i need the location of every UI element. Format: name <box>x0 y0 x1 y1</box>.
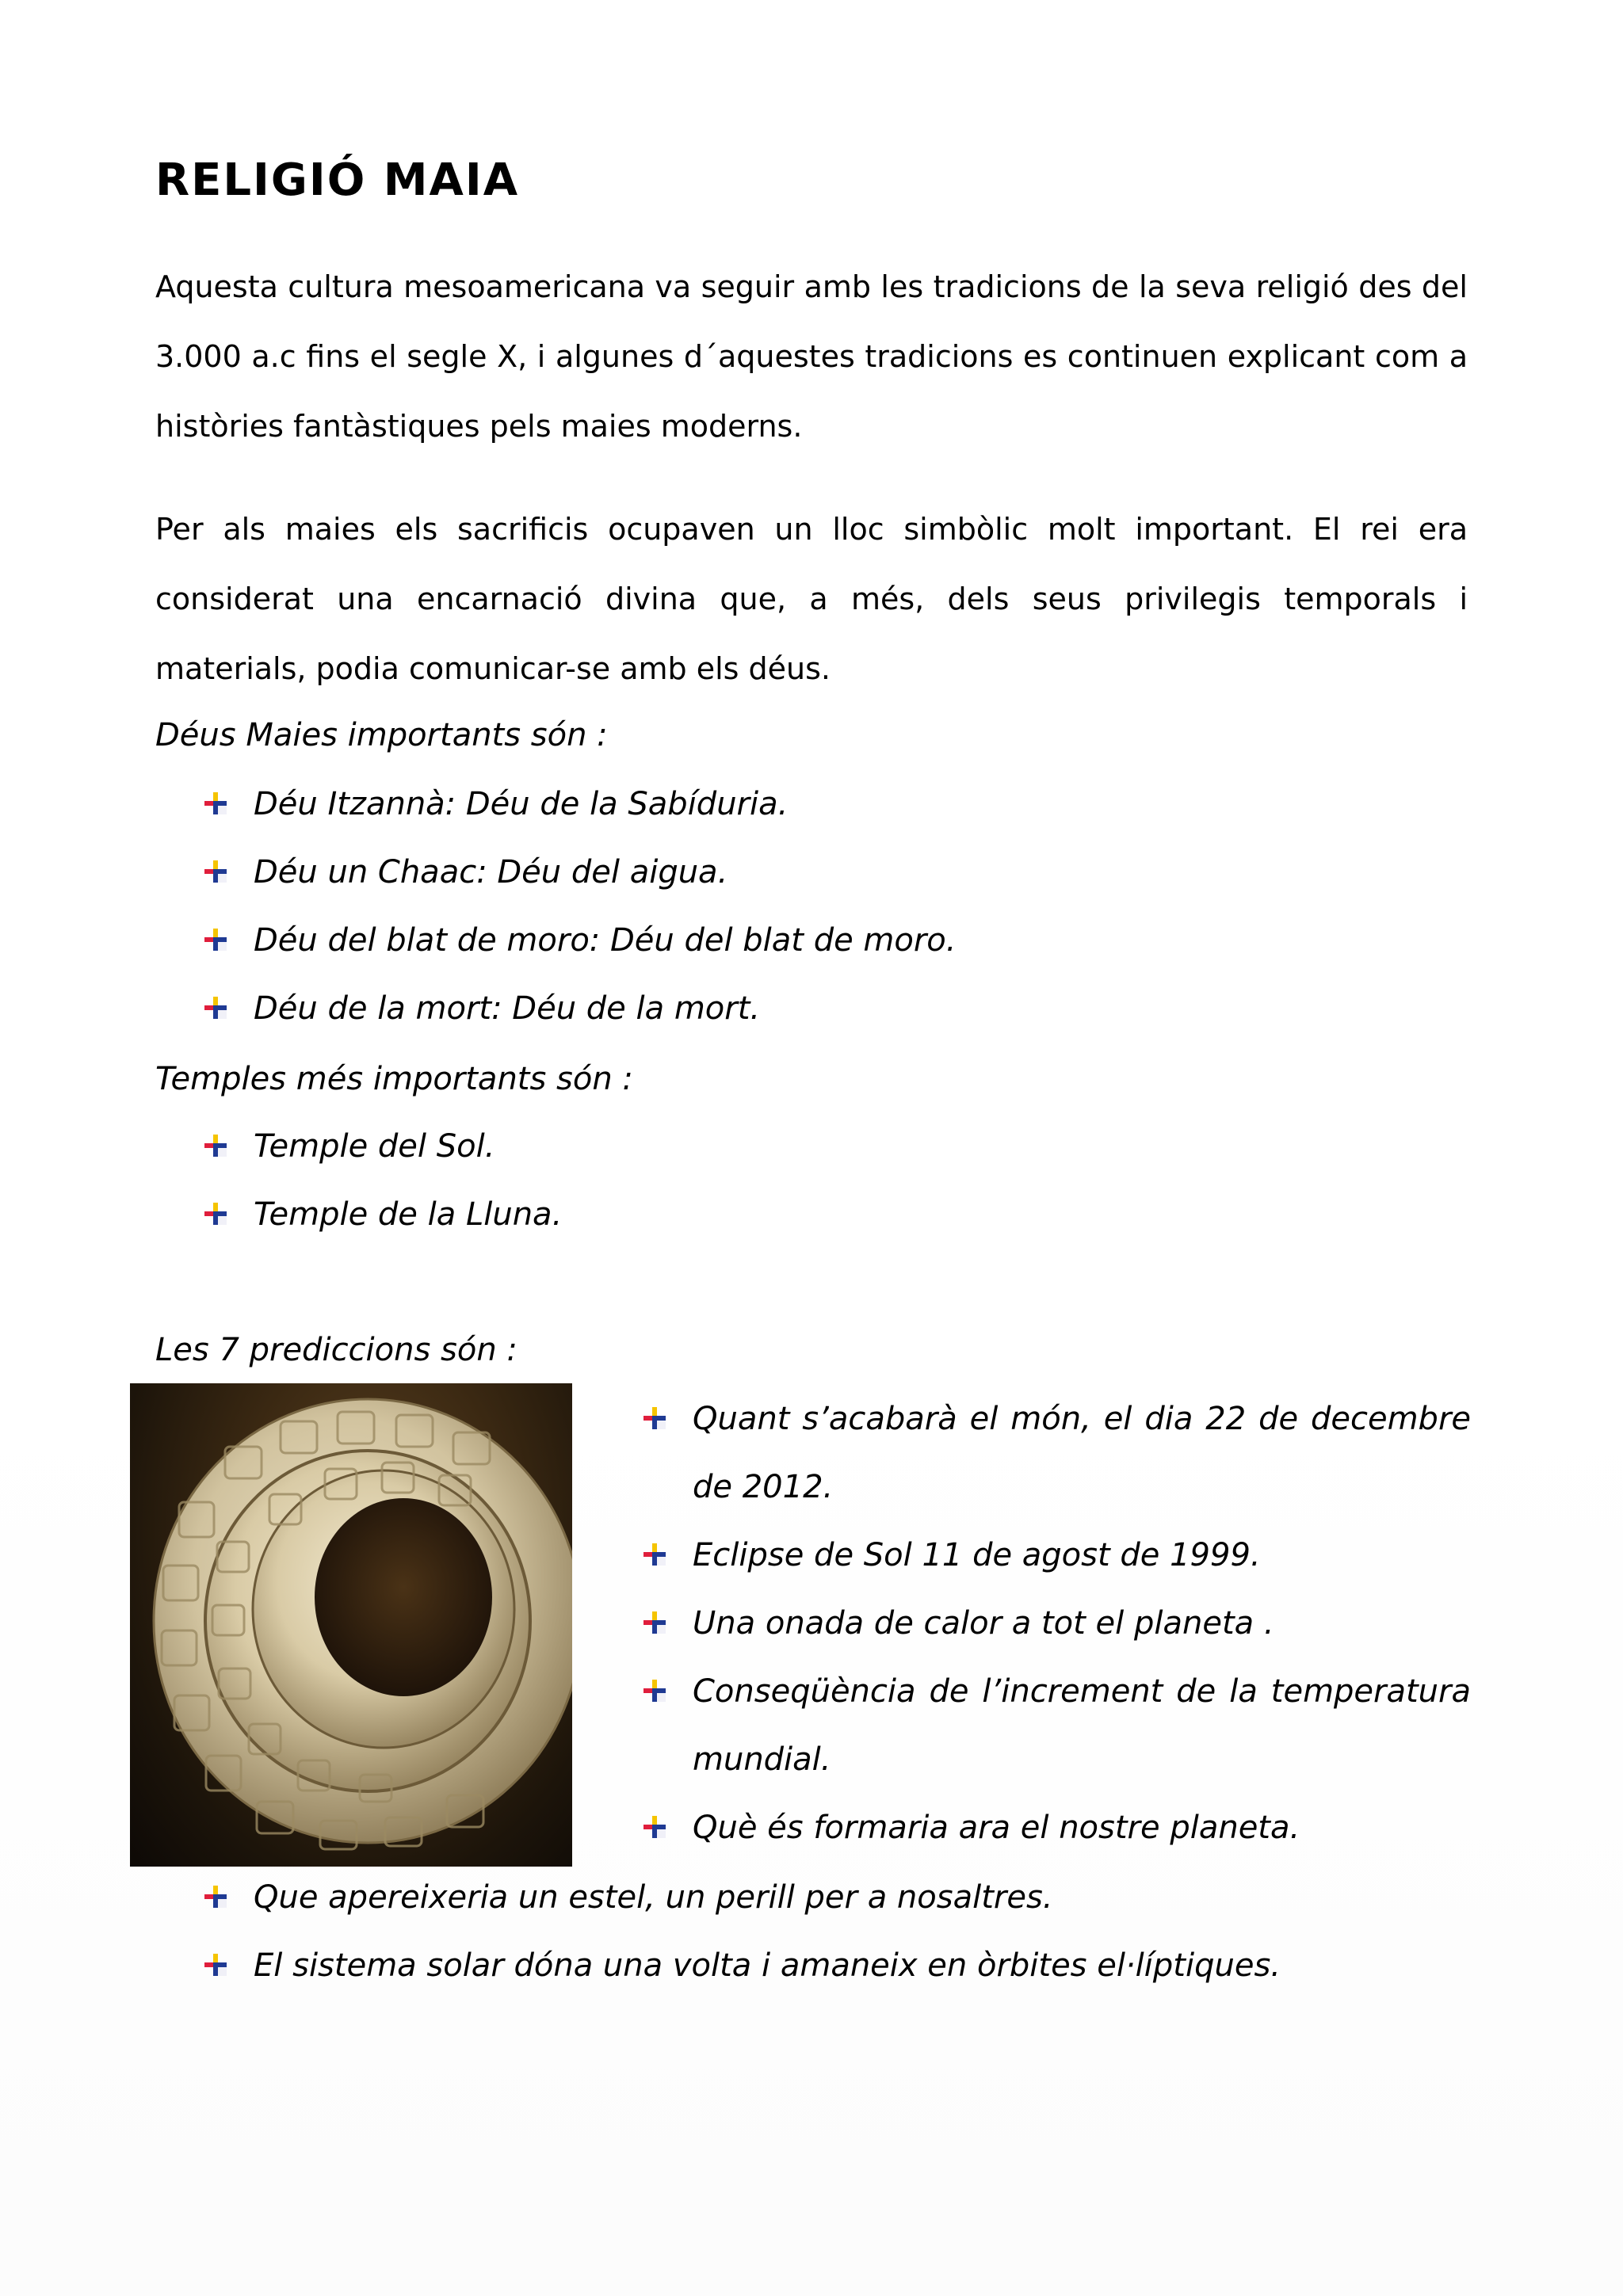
bullet-icon <box>642 1405 667 1431</box>
predictions-heading: Les 7 prediccions són : <box>155 1332 517 1368</box>
list-item-text: Déu de la mort: Déu de la mort. <box>254 990 761 1027</box>
intro-paragraph: Aquesta cultura mesoamericana va seguir amb les tradicions de la seva religió des del 3.000 a.c fins el segle X, i algunes d´aquestes tradicions es continuen explicant com a històries fantàstiques pels maies moderns. <box>155 269 1468 444</box>
list-item-text: Què és formaria ara el nostre planeta. <box>693 1810 1300 1846</box>
list-item <box>642 1521 1471 1589</box>
bullet-icon <box>642 1610 667 1635</box>
list-item-text: Quant s’acabarà el món, el dia 22 de decembre de 2012. <box>693 1401 1471 1505</box>
bullet-icon <box>203 927 228 952</box>
bullet-icon <box>203 791 228 816</box>
bullet-icon <box>203 1201 228 1226</box>
list-item-text: Déu del blat de moro: Déu del blat de moro. <box>254 922 957 959</box>
list-item <box>203 1112 562 1180</box>
list-item-text: Que apereixeria un estel, un perill per a nosaltres. <box>254 1879 1053 1916</box>
list-item <box>642 1385 1471 1521</box>
gods-heading: Déus Maies importants són : <box>155 717 608 753</box>
predictions-list-below-image <box>203 1863 1281 2000</box>
bullet-icon <box>203 1884 228 1909</box>
predictions-list-beside-image <box>642 1385 1471 1862</box>
list-item-text: Temple de la Lluna. <box>254 1196 563 1233</box>
list-item-text: Déu Itzannà: Déu de la Sabíduria. <box>254 786 789 822</box>
list-item-text: El sistema solar dóna una volta i amaneix en òrbites el·líptiques. <box>254 1947 1281 1984</box>
maya-calendar-stone-photo <box>130 1383 572 1867</box>
page-title: RELIGIÓ MAIA <box>155 154 520 206</box>
list-item-text: Una onada de calor a tot el planeta . <box>693 1605 1274 1642</box>
list-item <box>203 1863 1281 1932</box>
bullet-icon <box>203 1133 228 1158</box>
list-item-text: Eclipse de Sol 11 de agost de 1999. <box>693 1537 1261 1573</box>
list-item <box>203 838 956 906</box>
list-item <box>642 1657 1471 1794</box>
bullet-icon <box>203 1952 228 1978</box>
sacrifice-paragraph: Per als maies els sacrificis ocupaven un lloc simbòlic molt important. El rei era considerat una encarnació divina que, a més, dels seus privilegis temporals i materials, podia comunicar-se amb els déus. <box>155 512 1468 686</box>
temples-heading: Temples més importants són : <box>155 1061 633 1097</box>
bullet-icon <box>203 995 228 1020</box>
list-item <box>203 1932 1281 2000</box>
list-item-text: Conseqüència de l’increment de la temperatura mundial. <box>693 1673 1471 1778</box>
temples-list <box>203 1112 562 1249</box>
bullet-icon <box>642 1542 667 1567</box>
bullet-icon <box>642 1678 667 1703</box>
list-item <box>642 1589 1471 1657</box>
list-item <box>203 974 956 1043</box>
list-item <box>203 770 956 838</box>
bullet-icon <box>203 859 228 884</box>
list-item-text: Déu un Chaac: Déu del aigua. <box>254 854 728 891</box>
list-item <box>642 1794 1471 1862</box>
gods-list <box>203 770 956 1043</box>
list-item <box>203 1180 562 1249</box>
list-item <box>203 906 956 974</box>
bullet-icon <box>642 1814 667 1840</box>
list-item-text: Temple del Sol. <box>254 1128 495 1165</box>
